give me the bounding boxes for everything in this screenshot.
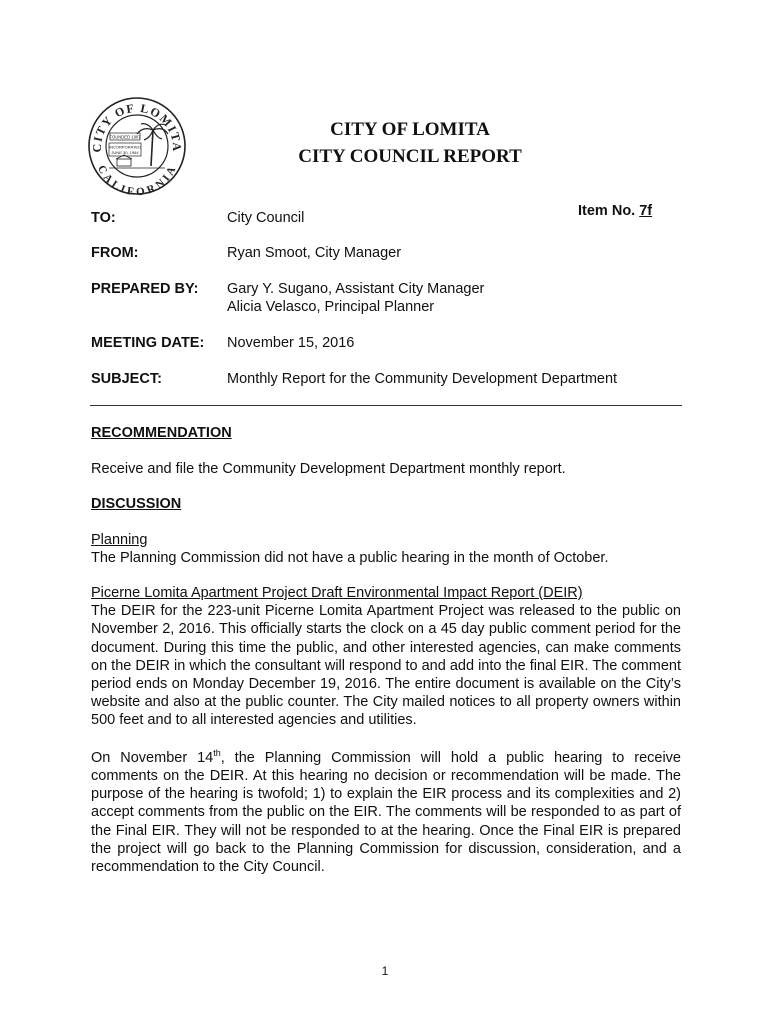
hearing-lead: On November 14 [91, 749, 214, 766]
report-title [260, 116, 560, 170]
planning-section [91, 531, 681, 567]
discussion-heading: DISCUSSION [91, 496, 182, 512]
meeting-value: November 15, 2016 [227, 335, 355, 351]
seal-ring-top: CITY OF LOMITA [89, 100, 185, 153]
planning-text: The Planning Commission did not have a public hearing in the month of October. [91, 550, 609, 567]
header-divider [90, 405, 682, 406]
title-line-2: CITY COUNCIL REPORT [298, 146, 522, 167]
deir-section [91, 584, 681, 730]
svg-text:CALIFORNIA [95, 164, 179, 196]
prepared-value-2: Alicia Velasco, Principal Planner [227, 299, 435, 315]
prepared-label: PREPARED BY: [91, 281, 199, 297]
meeting-label: MEETING DATE: [91, 335, 205, 351]
page-number: 1 [381, 964, 389, 978]
to-value: City Council [227, 210, 305, 226]
deir-heading: Picerne Lomita Apartment Project Draft Environmental Impact Report (DEIR) [91, 585, 583, 601]
deir-text: The DEIR for the 223-unit Picerne Lomita Apartment Project was released to the public on November 2, 2016. This officially starts the clock on a 45 day public comment period for the document. During this time the public, and other interested agencies, can make comments on the DEIR in which the consultant will respond to and add into the final EIR. The comment period ends on Monday December 19, 2016. The entire document is available on the City’s website and also at the public counter. The City mailed notices to all property owners within 500 feet and to all interested agencies and utilities. [91, 603, 681, 729]
seal-founded: FOUNDED 1907 [109, 134, 141, 140]
to-label: TO: [91, 210, 116, 226]
item-number [578, 203, 679, 219]
subject-label: SUBJECT: [91, 371, 162, 387]
hearing-superscript: th [213, 748, 221, 758]
from-value: Ryan Smoot, City Manager [227, 245, 402, 261]
planning-heading: Planning [91, 532, 148, 548]
seal-incorporated: INCORPORATED [109, 144, 141, 150]
item-label: Item No. [578, 203, 636, 219]
prepared-value-1: Gary Y. Sugano, Assistant City Manager [227, 281, 485, 297]
seal-ring-bottom: CALIFORNIA [95, 163, 179, 196]
recommendation-text: Receive and file the Community Development Department monthly report. [91, 461, 566, 477]
seal-incorporated-date: JUNE 30, 1964 [111, 150, 139, 155]
hearing-rest: , the Planning Commission will hold a public hearing to receive comments on the DEIR. At this hearing no decision or recommendation will be made. The purpose of the hearing is twofold; 1) to explain the EIR process and its complexities and 2) accept comments from the public on the EIR. The comments will be responded to as part of the Final EIR. They will not be responded to at the hearing. Once the Final EIR is prepared the project will go back to the Planning Commission for discussion, consideration, and a recommendation to the City Council. [91, 749, 681, 876]
title-line-1: CITY OF LOMITA [330, 119, 490, 140]
city-seal-logo [87, 96, 187, 196]
subject-value: Monthly Report for the Community Development Department [227, 371, 618, 387]
recommendation-heading: RECOMMENDATION [91, 425, 232, 441]
from-label: FROM: [91, 245, 139, 261]
item-value: 7f [639, 203, 653, 219]
hearing-paragraph [91, 744, 681, 876]
